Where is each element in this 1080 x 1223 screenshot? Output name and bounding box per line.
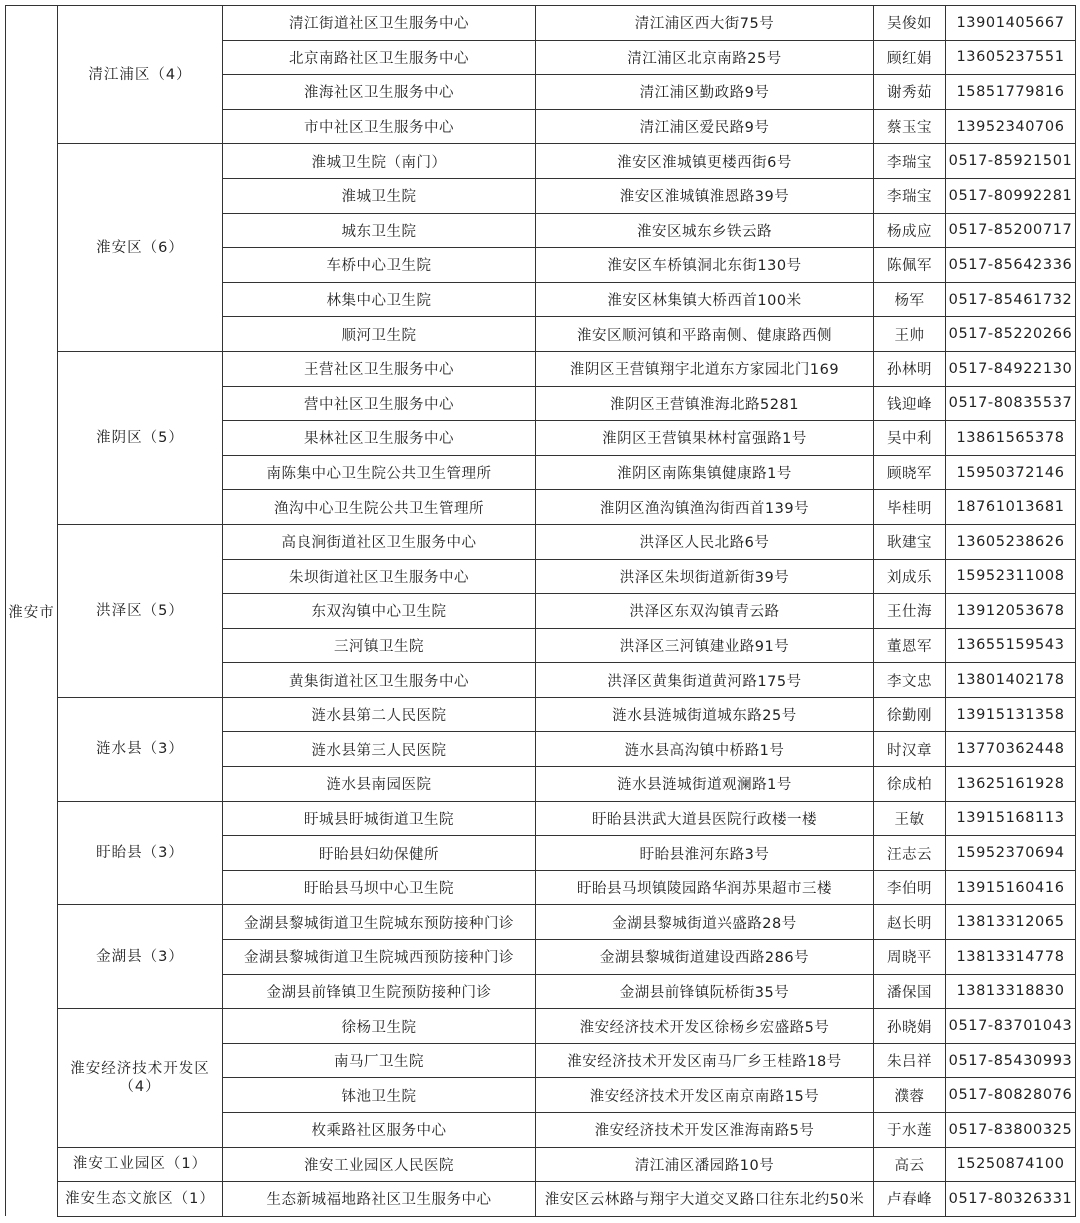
clinic-name-cell: 南马厂卫生院 — [223, 1043, 536, 1078]
clinic-directory-table-wrapper — [5, 5, 1075, 1217]
contact-person-cell: 李文忠 — [874, 663, 946, 698]
clinic-address-cell: 盱眙县马坝镇陵园路华润苏果超市三楼 — [536, 870, 874, 905]
clinic-name-cell: 王营社区卫生服务中心 — [223, 351, 536, 386]
phone-number-cell: 0517-83800325 — [946, 1113, 1076, 1148]
clinic-address-cell: 清江浦区西大街75号 — [536, 6, 874, 41]
clinic-address-cell: 淮阴区南陈集镇健康路1号 — [536, 455, 874, 490]
phone-number-cell: 0517-80828076 — [946, 1078, 1076, 1113]
phone-number-cell: 13655159543 — [946, 628, 1076, 663]
contact-person-cell: 蔡玉宝 — [874, 109, 946, 144]
contact-person-cell: 王帅 — [874, 317, 946, 352]
phone-number-cell: 13605237551 — [946, 40, 1076, 75]
district-label: 洪泽区（5） — [96, 602, 184, 619]
phone-number-cell: 13915131358 — [946, 697, 1076, 732]
clinic-name-cell: 金湖县前锋镇卫生院预防接种门诊 — [223, 974, 536, 1009]
clinic-name-cell: 涟水县第三人民医院 — [223, 732, 536, 767]
clinic-address-cell: 淮安区淮城镇淮恩路39号 — [536, 178, 874, 213]
phone-number-cell: 0517-85220266 — [946, 317, 1076, 352]
phone-number-cell: 15851779816 — [946, 75, 1076, 110]
contact-person-cell: 朱吕祥 — [874, 1043, 946, 1078]
contact-person-cell: 李瑞宝 — [874, 178, 946, 213]
contact-person-cell: 谢秀茹 — [874, 75, 946, 110]
contact-person-cell: 吴中利 — [874, 421, 946, 456]
district-cell — [58, 1147, 223, 1182]
table-row — [6, 1147, 1076, 1182]
table-row — [6, 524, 1076, 559]
clinic-name-cell: 营中社区卫生服务中心 — [223, 386, 536, 421]
clinic-name-cell: 盱眙县马坝中心卫生院 — [223, 870, 536, 905]
district-cell — [58, 6, 223, 144]
clinic-name-cell: 淮城卫生院（南门） — [223, 144, 536, 179]
phone-number-cell: 0517-85461732 — [946, 282, 1076, 317]
contact-person-cell: 李伯明 — [874, 870, 946, 905]
phone-number-cell: 0517-85921501 — [946, 144, 1076, 179]
phone-number-cell: 15952311008 — [946, 559, 1076, 594]
contact-person-cell: 王敏 — [874, 801, 946, 836]
clinic-name-cell: 车桥中心卫生院 — [223, 248, 536, 283]
district-label: 淮安工业园区（1） — [72, 1156, 208, 1173]
contact-person-cell: 徐勤刚 — [874, 697, 946, 732]
phone-number-cell: 0517-80326331 — [946, 1182, 1076, 1217]
contact-person-cell: 顾晓军 — [874, 455, 946, 490]
clinic-address-cell: 涟水县高沟镇中桥路1号 — [536, 732, 874, 767]
phone-number-cell: 18761013681 — [946, 490, 1076, 525]
clinic-name-cell: 顺河卫生院 — [223, 317, 536, 352]
phone-number-cell: 0517-84922130 — [946, 351, 1076, 386]
phone-number-cell: 0517-85642336 — [946, 248, 1076, 283]
district-label: 淮安区（6） — [96, 239, 184, 256]
clinic-name-cell: 城东卫生院 — [223, 213, 536, 248]
clinic-address-cell: 洪泽区人民北路6号 — [536, 524, 874, 559]
contact-person-cell: 孙林明 — [874, 351, 946, 386]
clinic-name-cell: 涟水县第二人民医院 — [223, 697, 536, 732]
clinic-address-cell: 清江浦区勤政路9号 — [536, 75, 874, 110]
district-label: 盱眙县（3） — [96, 845, 184, 862]
phone-number-cell: 15950372146 — [946, 455, 1076, 490]
clinic-name-cell: 生态新城福地路社区卫生服务中心 — [223, 1182, 536, 1217]
phone-number-cell: 13861565378 — [946, 421, 1076, 456]
clinic-address-cell: 淮安经济技术开发区淮海南路5号 — [536, 1113, 874, 1148]
clinic-address-cell: 淮安区车桥镇洞北东街130号 — [536, 248, 874, 283]
clinic-name-cell: 渔沟中心卫生院公共卫生管理所 — [223, 490, 536, 525]
contact-person-cell: 徐成柏 — [874, 767, 946, 802]
clinic-address-cell: 淮阴区王营镇果林村富强路1号 — [536, 421, 874, 456]
clinic-name-cell: 盱城县盱城街道卫生院 — [223, 801, 536, 836]
clinic-address-cell: 淮安区淮城镇更楼西街6号 — [536, 144, 874, 179]
clinic-address-cell: 淮安区云林路与翔宇大道交叉路口往东北约50米 — [536, 1182, 874, 1217]
district-cell — [58, 697, 223, 801]
clinic-name-cell: 南陈集中心卫生院公共卫生管理所 — [223, 455, 536, 490]
phone-number-cell: 13605238626 — [946, 524, 1076, 559]
clinic-name-cell: 钵池卫生院 — [223, 1078, 536, 1113]
clinic-address-cell: 盱眙县洪武大道县医院行政楼一楼 — [536, 801, 874, 836]
clinic-name-cell: 北京南路社区卫生服务中心 — [223, 40, 536, 75]
clinic-name-cell: 盱眙县妇幼保健所 — [223, 836, 536, 871]
table-row — [6, 905, 1076, 940]
phone-number-cell: 0517-80835537 — [946, 386, 1076, 421]
contact-person-cell: 吴俊如 — [874, 6, 946, 41]
contact-person-cell: 高云 — [874, 1147, 946, 1182]
phone-number-cell: 0517-85430993 — [946, 1043, 1076, 1078]
phone-number-cell: 13813318830 — [946, 974, 1076, 1009]
clinic-address-cell: 洪泽区东双沟镇青云路 — [536, 594, 874, 629]
contact-person-cell: 汪志云 — [874, 836, 946, 871]
phone-number-cell: 13801402178 — [946, 663, 1076, 698]
district-cell — [58, 351, 223, 524]
table-row — [6, 6, 1076, 41]
clinic-address-cell: 清江浦区潘园路10号 — [536, 1147, 874, 1182]
clinic-directory-table — [5, 5, 1076, 1217]
table-row — [6, 801, 1076, 836]
contact-person-cell: 李瑞宝 — [874, 144, 946, 179]
clinic-address-cell: 涟水县涟城街道城东路25号 — [536, 697, 874, 732]
table-row — [6, 351, 1076, 386]
phone-number-cell: 13952340706 — [946, 109, 1076, 144]
table-row — [6, 1182, 1076, 1217]
district-label: 淮安经济技术开发区（4） — [70, 1060, 210, 1095]
clinic-name-cell: 三河镇卫生院 — [223, 628, 536, 663]
contact-person-cell: 赵长明 — [874, 905, 946, 940]
contact-person-cell: 于水莲 — [874, 1113, 946, 1148]
contact-person-cell: 耿建宝 — [874, 524, 946, 559]
phone-number-cell: 13915160416 — [946, 870, 1076, 905]
contact-person-cell: 钱迎峰 — [874, 386, 946, 421]
contact-person-cell: 周晓平 — [874, 940, 946, 975]
district-cell — [58, 1009, 223, 1147]
contact-person-cell: 毕桂明 — [874, 490, 946, 525]
clinic-address-cell: 淮安经济技术开发区南马厂乡王桂路18号 — [536, 1043, 874, 1078]
table-row — [6, 144, 1076, 179]
phone-number-cell: 13813312065 — [946, 905, 1076, 940]
phone-number-cell: 0517-80992281 — [946, 178, 1076, 213]
contact-person-cell: 孙晓娟 — [874, 1009, 946, 1044]
district-label: 金湖县（3） — [96, 948, 184, 965]
clinic-name-cell: 林集中心卫生院 — [223, 282, 536, 317]
table-row — [6, 1009, 1076, 1044]
phone-number-cell: 0517-83701043 — [946, 1009, 1076, 1044]
clinic-address-cell: 淮安区城东乡铁云路 — [536, 213, 874, 248]
clinic-name-cell: 淮安工业园区人民医院 — [223, 1147, 536, 1182]
clinic-address-cell: 金湖县黎城街道建设西路286号 — [536, 940, 874, 975]
clinic-name-cell: 黄集街道社区卫生服务中心 — [223, 663, 536, 698]
clinic-address-cell: 涟水县涟城街道观澜路1号 — [536, 767, 874, 802]
contact-person-cell: 杨军 — [874, 282, 946, 317]
clinic-name-cell: 淮城卫生院 — [223, 178, 536, 213]
clinic-name-cell: 淮海社区卫生服务中心 — [223, 75, 536, 110]
clinic-address-cell: 金湖县黎城街道兴盛路28号 — [536, 905, 874, 940]
clinic-address-cell: 淮阴区渔沟镇渔沟街西首139号 — [536, 490, 874, 525]
contact-person-cell: 董恩军 — [874, 628, 946, 663]
clinic-name-cell: 枚乘路社区服务中心 — [223, 1113, 536, 1148]
district-cell — [58, 801, 223, 905]
table-body — [6, 6, 1076, 1217]
clinic-address-cell: 淮阴区王营镇翔宇北道东方家园北门169 — [536, 351, 874, 386]
contact-person-cell: 王仕海 — [874, 594, 946, 629]
clinic-name-cell: 市中社区卫生服务中心 — [223, 109, 536, 144]
contact-person-cell: 时汉章 — [874, 732, 946, 767]
contact-person-cell: 陈佩军 — [874, 248, 946, 283]
contact-person-cell: 刘成乐 — [874, 559, 946, 594]
phone-number-cell: 15250874100 — [946, 1147, 1076, 1182]
contact-person-cell: 濮蓉 — [874, 1078, 946, 1113]
table-row — [6, 697, 1076, 732]
clinic-name-cell: 清江街道社区卫生服务中心 — [223, 6, 536, 41]
clinic-name-cell: 高良涧街道社区卫生服务中心 — [223, 524, 536, 559]
clinic-address-cell: 洪泽区黄集街道黄河路175号 — [536, 663, 874, 698]
clinic-name-cell: 涟水县南园医院 — [223, 767, 536, 802]
contact-person-cell: 顾红娟 — [874, 40, 946, 75]
district-label: 淮安生态文旅区（1） — [65, 1190, 215, 1207]
clinic-name-cell: 金湖县黎城街道卫生院城西预防接种门诊 — [223, 940, 536, 975]
phone-number-cell: 13901405667 — [946, 6, 1076, 41]
contact-person-cell: 卢春峰 — [874, 1182, 946, 1217]
clinic-address-cell: 淮阴区王营镇淮海北路5281 — [536, 386, 874, 421]
district-cell — [58, 524, 223, 697]
clinic-address-cell: 淮安区林集镇大桥西首100米 — [536, 282, 874, 317]
phone-number-cell: 13770362448 — [946, 732, 1076, 767]
phone-number-cell: 13915168113 — [946, 801, 1076, 836]
contact-person-cell: 杨成应 — [874, 213, 946, 248]
phone-number-cell: 15952370694 — [946, 836, 1076, 871]
clinic-address-cell: 清江浦区爱民路9号 — [536, 109, 874, 144]
district-label: 淮阴区（5） — [96, 429, 184, 446]
district-label: 涟水县（3） — [96, 741, 184, 758]
phone-number-cell: 13912053678 — [946, 594, 1076, 629]
clinic-name-cell: 东双沟镇中心卫生院 — [223, 594, 536, 629]
clinic-address-cell: 金湖县前锋镇阮桥街35号 — [536, 974, 874, 1009]
phone-number-cell: 13625161928 — [946, 767, 1076, 802]
phone-number-cell: 13813314778 — [946, 940, 1076, 975]
clinic-address-cell: 淮安经济技术开发区南京南路15号 — [536, 1078, 874, 1113]
clinic-address-cell: 淮安经济技术开发区徐杨乡宏盛路5号 — [536, 1009, 874, 1044]
clinic-name-cell: 朱坝街道社区卫生服务中心 — [223, 559, 536, 594]
clinic-address-cell: 盱眙县淮河东路3号 — [536, 836, 874, 871]
clinic-name-cell: 金湖县黎城街道卫生院城东预防接种门诊 — [223, 905, 536, 940]
clinic-address-cell: 洪泽区三河镇建业路91号 — [536, 628, 874, 663]
phone-number-cell: 0517-85200717 — [946, 213, 1076, 248]
clinic-address-cell: 清江浦区北京南路25号 — [536, 40, 874, 75]
contact-person-cell: 潘保国 — [874, 974, 946, 1009]
clinic-name-cell: 果林社区卫生服务中心 — [223, 421, 536, 456]
clinic-name-cell: 徐杨卫生院 — [223, 1009, 536, 1044]
district-cell — [58, 1182, 223, 1217]
city-cell: 淮安市 — [6, 6, 58, 1217]
district-cell — [58, 144, 223, 352]
clinic-address-cell: 洪泽区朱坝街道新街39号 — [536, 559, 874, 594]
district-label: 清江浦区（4） — [88, 66, 192, 83]
district-cell — [58, 905, 223, 1009]
clinic-address-cell: 淮安区顺河镇和平路南侧、健康路西侧 — [536, 317, 874, 352]
